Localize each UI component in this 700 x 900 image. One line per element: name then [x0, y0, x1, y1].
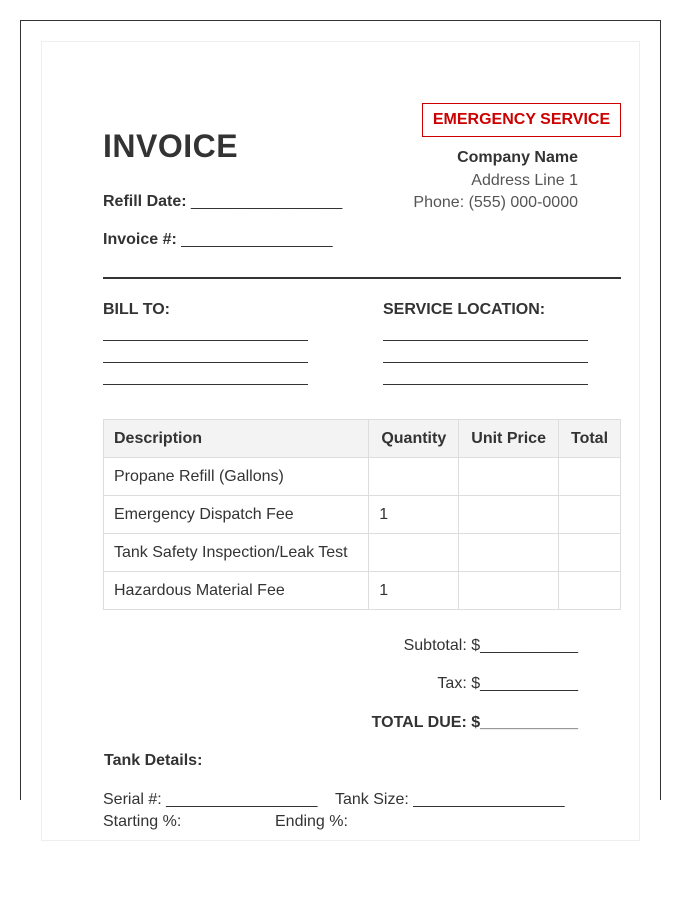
service-location-line-2[interactable]	[383, 362, 588, 363]
company-phone: Phone: (555) 000-0000	[413, 194, 578, 211]
row-total[interactable]	[559, 458, 621, 496]
document-frame	[20, 20, 661, 830]
column-header-total: Total	[559, 420, 621, 458]
invoice-title: INVOICE	[103, 128, 239, 164]
row-description: Tank Safety Inspection/Leak Test	[104, 534, 369, 572]
row-unit-price[interactable]	[459, 496, 559, 534]
row-total[interactable]	[559, 572, 621, 610]
service-location-line-3[interactable]	[383, 384, 588, 385]
invoice-number-field	[103, 231, 333, 249]
row-total[interactable]	[559, 496, 621, 534]
table-header-row	[104, 420, 621, 458]
total-due-line[interactable]: TOTAL DUE: $___________	[371, 714, 578, 731]
invoice-number-blank[interactable]: _________________	[176, 231, 333, 248]
column-header-description: Description	[104, 420, 369, 458]
column-header-quantity: Quantity	[369, 420, 459, 458]
row-unit-price[interactable]	[459, 534, 559, 572]
service-location-line-1[interactable]	[383, 340, 588, 341]
bill-to-line-2[interactable]	[103, 362, 308, 363]
row-total[interactable]	[559, 534, 621, 572]
subtotal-line[interactable]: Subtotal: $___________	[403, 637, 578, 654]
table-row	[104, 496, 621, 534]
row-description: Emergency Dispatch Fee	[104, 496, 369, 534]
company-name: Company Name	[457, 149, 578, 166]
row-quantity[interactable]	[369, 458, 459, 496]
refill-date-label: Refill Date:	[103, 193, 187, 210]
refill-date-blank[interactable]: _________________	[186, 193, 343, 210]
invoice-number-label: Invoice #:	[103, 231, 177, 248]
row-quantity[interactable]: 1	[369, 496, 459, 534]
bill-to-line-3[interactable]	[103, 384, 308, 385]
starting-percent-field[interactable]: Starting %:	[103, 813, 182, 830]
row-unit-price[interactable]	[459, 458, 559, 496]
ending-percent-field[interactable]: Ending %:	[275, 813, 348, 830]
row-description: Hazardous Material Fee	[104, 572, 369, 610]
row-quantity[interactable]	[369, 534, 459, 572]
line-items-table	[103, 419, 621, 610]
bill-to-line-1[interactable]	[103, 340, 308, 341]
emergency-service-badge: EMERGENCY SERVICE	[422, 103, 621, 137]
refill-date-field	[103, 193, 342, 211]
row-unit-price[interactable]	[459, 572, 559, 610]
tax-line[interactable]: Tax: $___________	[437, 675, 578, 692]
table-row	[104, 534, 621, 572]
bill-to-heading: BILL TO:	[103, 301, 170, 318]
row-description: Propane Refill (Gallons)	[104, 458, 369, 496]
company-address: Address Line 1	[471, 172, 578, 189]
header-divider	[103, 277, 621, 279]
service-location-heading: SERVICE LOCATION:	[383, 301, 546, 318]
column-header-unit-price: Unit Price	[459, 420, 559, 458]
table-row	[104, 572, 621, 610]
tank-size-field[interactable]: Tank Size: _________________	[335, 791, 565, 808]
serial-number-field[interactable]: Serial #: _________________	[103, 791, 318, 808]
row-quantity[interactable]: 1	[369, 572, 459, 610]
table-row	[104, 458, 621, 496]
tank-details-heading: Tank Details:	[104, 752, 203, 769]
invoice-sheet	[41, 41, 640, 841]
